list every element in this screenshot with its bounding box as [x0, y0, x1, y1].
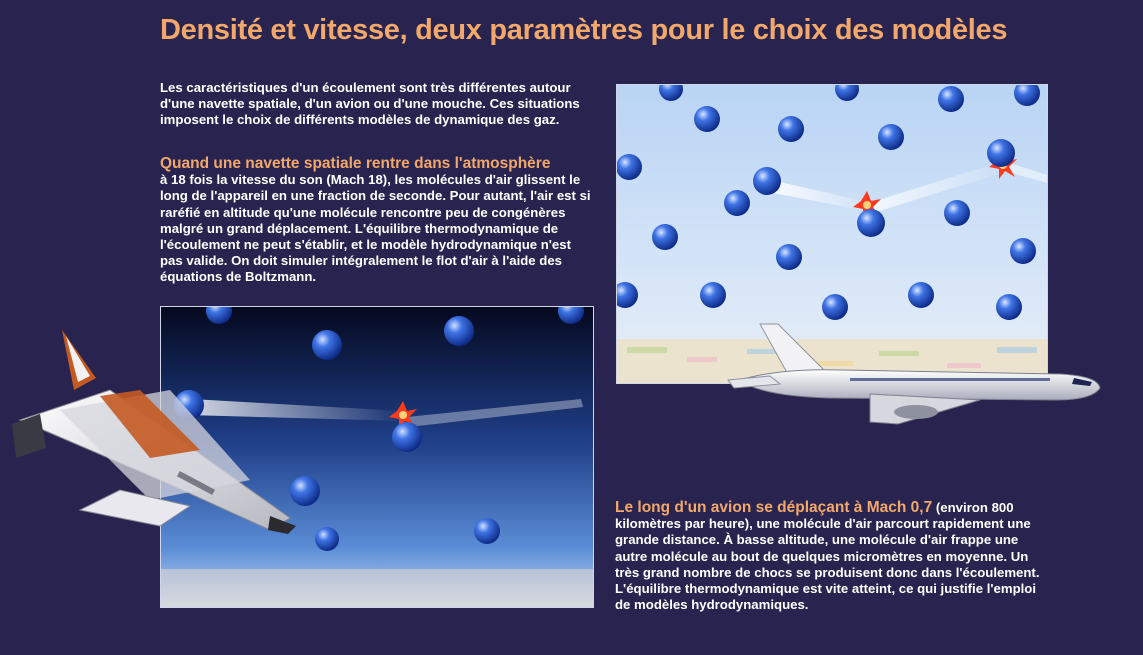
molecule-icon — [617, 154, 642, 180]
molecule-icon — [938, 86, 964, 112]
ground-haze — [161, 569, 593, 607]
molecule-icon — [822, 294, 848, 320]
molecule-icon — [908, 282, 934, 308]
molecule-icon — [700, 282, 726, 308]
molecule-icon — [878, 124, 904, 150]
molecule-icon — [694, 106, 720, 132]
shuttle-section — [160, 156, 596, 286]
molecule-icon — [1010, 238, 1036, 264]
shuttle-section-body: à 18 fois la vitesse du son (Mach 18), les molécules d'air glissent le long de l'appareil en une fraction de seconde. Pour autant, l'air est si raréfié en altitude qu'une molécule rencontre peu de congénères malgré un grand déplacement. L'équilibre thermodynamique de l'écoulement ne peut s'établir, et le modèle hydrodynamique n'est pas valide. On doit simuler intégralement le flot d'air à l'aide des équations de Boltzmann. — [160, 172, 591, 285]
plane-section — [615, 500, 1051, 613]
molecule-icon — [315, 527, 339, 551]
molecule-icon — [474, 518, 500, 544]
page-title: Densité et vitesse, deux paramètres pour le choix des modèles — [160, 14, 1008, 46]
molecule-icon — [652, 224, 678, 250]
molecule-icon — [987, 139, 1015, 167]
molecule-icon — [312, 330, 342, 360]
airliner-icon — [720, 318, 1110, 428]
molecule-icon — [996, 294, 1022, 320]
molecule-icon — [753, 167, 781, 195]
molecule-icon — [778, 116, 804, 142]
intro-paragraph: Les caractéristiques d'un écoulement sont très différentes autour d'une navette spatiale, d'un avion ou d'une mouche. Ces situations imposent le choix de différents modèles de dynamique des gaz. — [160, 80, 580, 128]
space-shuttle-icon — [0, 330, 300, 540]
plane-section-body: (environ 800 kilomètres par heure), une molécule d'air parcourt rapidement une grande distance. À basse altitude, une molécule d'air frappe une autre molécule au bout de quelques micromètres en moyenne. Un très grand nombre de chocs se produisent donc dans l'écoulement. L'équilibre thermodynamique est vite atteint, ce qui justifie l'emploi de modèles hydrodynamiques. — [615, 500, 1040, 613]
plane-section-heading: Le long d'un avion se déplaçant à Mach 0,7 — [615, 499, 933, 516]
molecule-icon — [392, 422, 422, 452]
molecule-icon — [776, 244, 802, 270]
molecule-icon — [857, 209, 885, 237]
molecule-icon — [944, 200, 970, 226]
shuttle-section-heading: Quand une navette spatiale rentre dans l'atmosphère — [160, 155, 551, 172]
molecule-icon — [724, 190, 750, 216]
molecule-icon — [444, 316, 474, 346]
